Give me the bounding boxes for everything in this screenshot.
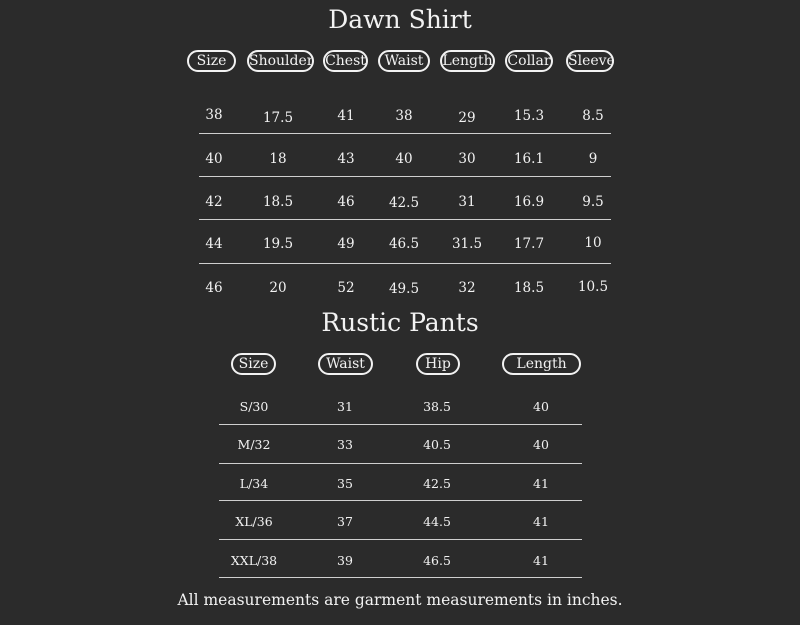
pants-row-divider bbox=[219, 424, 582, 425]
pants-cell-size: M/32 bbox=[237, 437, 271, 452]
shirt-cell-sleeve: 10 bbox=[584, 235, 602, 251]
pants-header-size: Size bbox=[231, 353, 276, 375]
shirt-cell-chest: 43 bbox=[337, 151, 355, 167]
pants-cell-waist: 37 bbox=[337, 514, 353, 529]
shirt-cell-waist: 42.5 bbox=[388, 195, 420, 211]
shirt-cell-collar: 18.5 bbox=[513, 280, 545, 296]
pants-cell-hip: 40.5 bbox=[423, 437, 451, 452]
shirt-cell-size: 40 bbox=[205, 151, 223, 167]
shirt-cell-size: 44 bbox=[205, 236, 223, 252]
shirt-row-divider bbox=[199, 219, 611, 220]
shirt-cell-size: 42 bbox=[205, 194, 223, 210]
pants-cell-hip: 44.5 bbox=[423, 514, 451, 529]
shirt-cell-shoulder: 18 bbox=[269, 151, 287, 167]
pants-row-divider bbox=[219, 539, 582, 540]
shirt-row-divider bbox=[199, 133, 611, 134]
shirt-cell-waist: 38 bbox=[395, 108, 413, 124]
shirt-cell-length: 32 bbox=[458, 280, 476, 296]
shirt-cell-chest: 52 bbox=[337, 280, 355, 296]
shirt-cell-chest: 49 bbox=[337, 236, 355, 252]
pants-cell-size: L/34 bbox=[239, 476, 269, 491]
pants-cell-waist: 31 bbox=[337, 399, 353, 414]
shirt-cell-length: 31.5 bbox=[451, 236, 483, 252]
pants-cell-hip: 38.5 bbox=[423, 399, 451, 414]
shirt-cell-sleeve: 9.5 bbox=[582, 194, 604, 210]
shirt-header-length: Length bbox=[440, 50, 495, 72]
shirt-cell-waist: 40 bbox=[395, 151, 413, 167]
pants-header-length: Length bbox=[502, 353, 581, 375]
shirt-title: Dawn Shirt bbox=[328, 5, 472, 34]
pants-cell-waist: 39 bbox=[337, 553, 353, 568]
shirt-cell-length: 29 bbox=[458, 110, 476, 126]
shirt-cell-shoulder: 19.5 bbox=[262, 236, 294, 252]
shirt-header-shoulder: Shoulder bbox=[247, 50, 314, 72]
pants-cell-length: 40 bbox=[533, 437, 549, 452]
shirt-header-collar: Collar bbox=[505, 50, 553, 72]
shirt-cell-shoulder: 18.5 bbox=[262, 194, 294, 210]
shirt-cell-size: 46 bbox=[205, 280, 223, 296]
pants-header-waist: Waist bbox=[318, 353, 373, 375]
shirt-cell-size: 38 bbox=[205, 107, 223, 123]
pants-cell-size: XXL/38 bbox=[230, 553, 278, 568]
shirt-cell-shoulder: 17.5 bbox=[262, 110, 294, 126]
shirt-header-waist: Waist bbox=[378, 50, 430, 72]
shirt-cell-length: 31 bbox=[458, 194, 476, 210]
pants-title: Rustic Pants bbox=[321, 308, 479, 337]
pants-cell-hip: 46.5 bbox=[423, 553, 451, 568]
pants-cell-size: XL/36 bbox=[235, 514, 273, 529]
pants-cell-length: 40 bbox=[533, 399, 549, 414]
pants-cell-length: 41 bbox=[533, 514, 549, 529]
pants-header-hip: Hip bbox=[416, 353, 460, 375]
pants-row-divider bbox=[219, 577, 582, 578]
pants-cell-hip: 42.5 bbox=[423, 476, 451, 491]
shirt-row-divider bbox=[199, 176, 611, 177]
shirt-row-divider bbox=[199, 263, 611, 264]
pants-cell-length: 41 bbox=[533, 476, 549, 491]
shirt-cell-collar: 15.3 bbox=[513, 108, 545, 124]
shirt-header-sleeve: Sleeve bbox=[566, 50, 614, 72]
shirt-header-chest: Chest bbox=[323, 50, 368, 72]
shirt-cell-waist: 49.5 bbox=[388, 281, 420, 297]
shirt-cell-sleeve: 8.5 bbox=[582, 108, 604, 124]
shirt-cell-chest: 41 bbox=[337, 108, 355, 124]
pants-row-divider bbox=[219, 500, 582, 501]
pants-cell-waist: 33 bbox=[337, 437, 353, 452]
pants-cell-length: 41 bbox=[533, 553, 549, 568]
pants-row-divider bbox=[219, 463, 582, 464]
shirt-cell-waist: 46.5 bbox=[388, 236, 420, 252]
shirt-header-size: Size bbox=[187, 50, 236, 72]
shirt-cell-length: 30 bbox=[458, 151, 476, 167]
pants-cell-waist: 35 bbox=[337, 476, 353, 491]
shirt-cell-chest: 46 bbox=[337, 194, 355, 210]
shirt-cell-collar: 16.9 bbox=[513, 194, 545, 210]
shirt-cell-collar: 17.7 bbox=[513, 236, 545, 252]
pants-cell-size: S/30 bbox=[239, 399, 269, 414]
shirt-cell-sleeve: 10.5 bbox=[577, 279, 609, 295]
shirt-cell-sleeve: 9 bbox=[588, 151, 598, 167]
measurement-footnote: All measurements are garment measurements in inches. bbox=[177, 591, 623, 609]
shirt-cell-shoulder: 20 bbox=[269, 280, 287, 296]
shirt-cell-collar: 16.1 bbox=[513, 151, 545, 167]
